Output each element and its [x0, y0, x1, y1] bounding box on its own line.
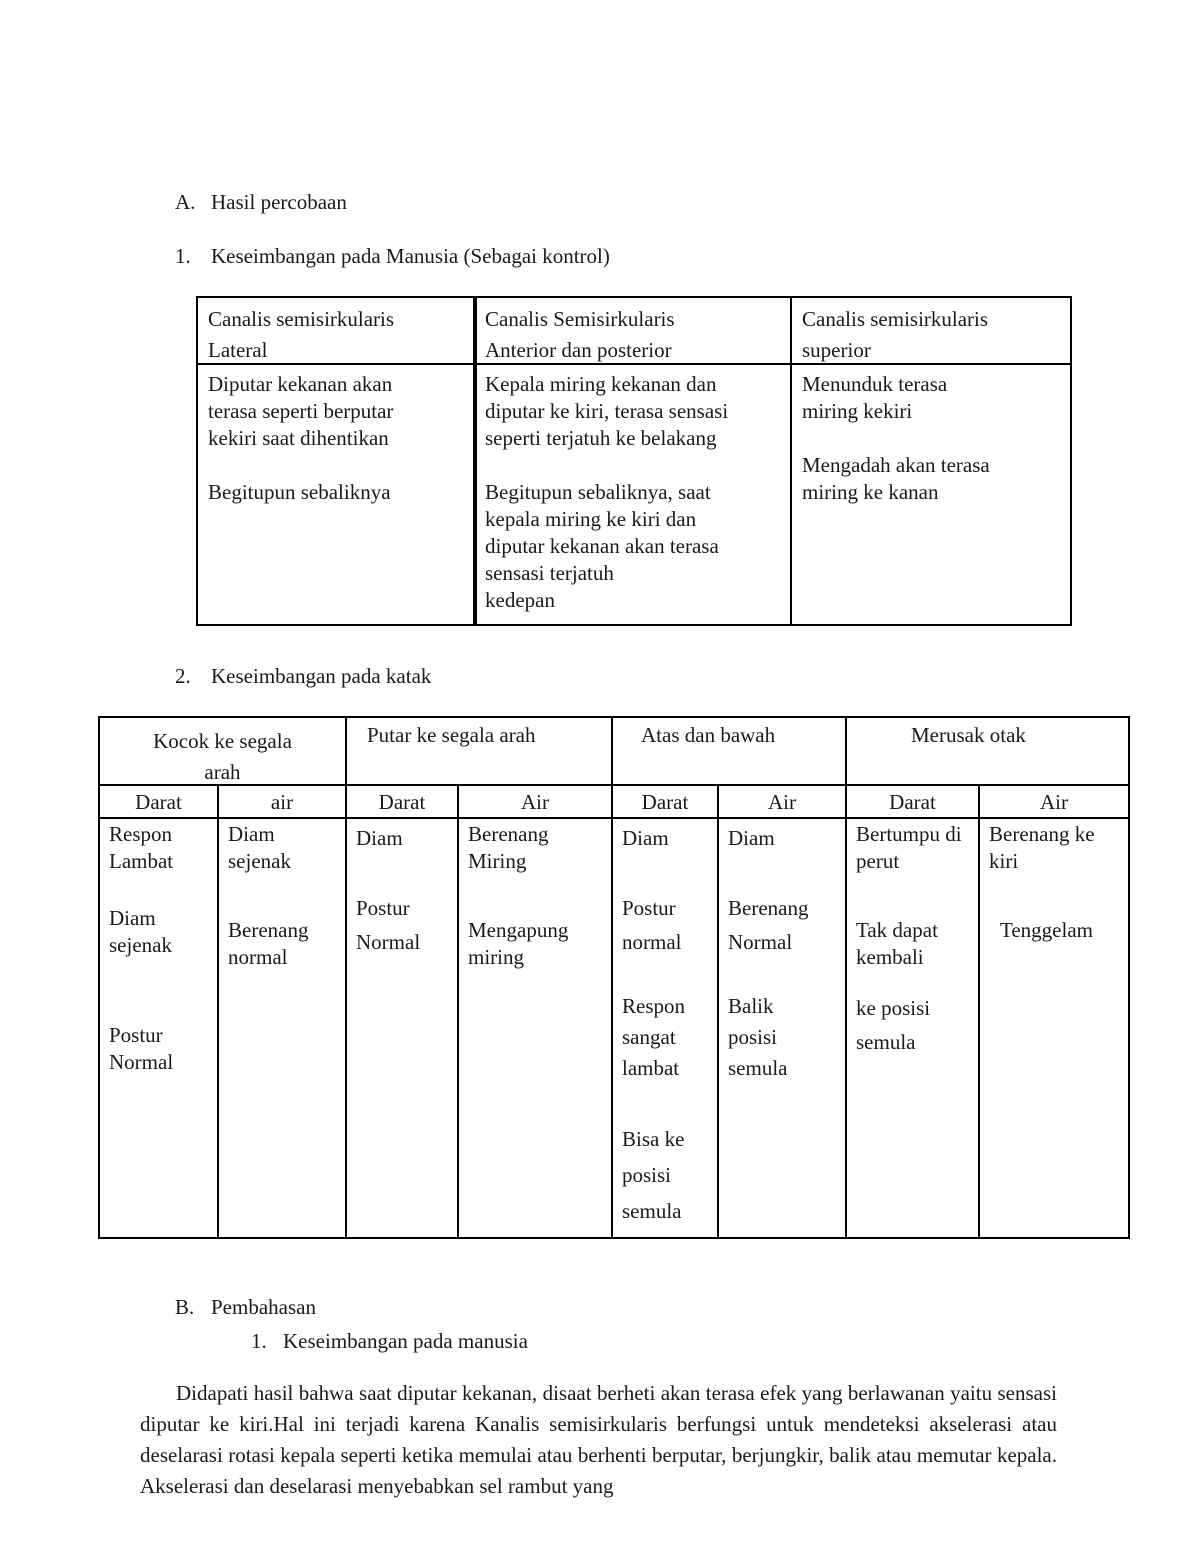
table1-anterior-text-1: Kepala miring kekanan dan diputar ke kiri, terasa sensasi seperti terjatuh ke belakang	[485, 372, 729, 450]
table1-header-lateral: Canalis semisirkularis Lateral	[196, 296, 477, 365]
table2-updown-land-2: Postur normal	[622, 896, 682, 954]
item-b1-number: 1.	[251, 1329, 267, 1353]
table2-updown-water-1: Diam	[728, 826, 775, 850]
item-2-title: Keseimbangan pada katak	[211, 664, 432, 688]
table2-shake-land-1: Respon Lambat	[109, 822, 174, 873]
table2-sub-darat-3: Darat	[611, 784, 719, 819]
table2-shake-land-3: Postur Normal	[109, 1023, 174, 1074]
table2-sub-darat-4: Darat	[845, 784, 980, 819]
table1-header-anterior-posterior: Canalis Semisirkularis Anterior dan posterior	[473, 296, 792, 365]
table2-rotate-water-2: Mengapung miring	[468, 918, 569, 969]
table2-col-shake-water	[217, 817, 347, 1239]
table2-col-brain-land	[845, 817, 980, 1239]
table2-col-brain-water	[978, 817, 1130, 1239]
table2-sub-air-3: Air	[717, 784, 847, 819]
table1-cell-superior	[790, 363, 1072, 626]
section-b-letter: B.	[175, 1295, 195, 1319]
table1-superior-text-1: Menunduk terasa miring kekiri	[802, 372, 948, 423]
table2-updown-land-1: Diam	[622, 826, 669, 850]
section-b-title: Pembahasan	[211, 1295, 316, 1319]
table2-shake-land-2: Diam sejenak	[109, 906, 172, 957]
table1-header-superior: Canalis semisirkularis superior	[790, 296, 1072, 365]
table2-updown-water-2: Berenang Normal	[728, 896, 809, 954]
table2-brain-land-1: Bertumpu di perut	[856, 822, 962, 873]
table2-brain-water-2: Tenggelam	[1000, 918, 1093, 942]
table2-sub-darat-2: Darat	[345, 784, 459, 819]
table1-cell-anterior-posterior	[473, 363, 792, 626]
table2-rotate-land-1: Diam	[356, 826, 403, 850]
table1-cell-lateral	[196, 363, 477, 626]
table2-sub-air-4: Air	[978, 784, 1130, 819]
item-1-number: 1.	[175, 244, 191, 268]
table1-superior-text-2: Mengadah akan terasa miring ke kanan	[802, 453, 990, 504]
table2-sub-darat-1: Darat	[98, 784, 219, 819]
item-b1-title: Keseimbangan pada manusia	[283, 1329, 528, 1353]
section-a-title: Hasil percobaan	[211, 190, 347, 214]
table2-updown-water-3: Balik posisi semula	[728, 994, 788, 1080]
table2-rotate-land-2: Postur Normal	[356, 896, 421, 954]
table2-col-updown-land	[611, 817, 719, 1239]
table2-sub-air-2: Air	[457, 784, 613, 819]
section-a-letter: A.	[175, 190, 196, 214]
discussion-paragraph-text: Didapati hasil bahwa saat diputar kekanan, disaat berheti akan terasa efek yang berlawanan yaitu sensasi diputar ke kiri.Hal ini terjadi karena Kanalis semisirkularis berfungsi untuk mendeteksi akselerasi atau deselarasi rotasi kepala seperti ketika memulai atau berhenti berputar, berjungkir, balik atau memutar kepala. Akselerasi dan deselarasi menyebabkan sel rambut yang	[140, 1381, 1057, 1498]
table2-col-updown-water	[717, 817, 847, 1239]
table2-brain-land-3: ke posisi semula	[856, 996, 931, 1054]
table1-lateral-text-1: Diputar kekanan akan terasa seperti berputar kekiri saat dihentikan	[208, 372, 394, 450]
table2-shake-water-2: Berenang normal	[228, 918, 309, 969]
item-2-number: 2.	[175, 664, 191, 688]
table2-group-shake: Kocok ke segala arah	[98, 716, 347, 786]
table2-shake-water-1: Diam sejenak	[228, 822, 291, 873]
table2-updown-land-4: Bisa ke posisi semula	[622, 1127, 685, 1223]
table2-rotate-water-1: Berenang Miring	[468, 822, 549, 873]
table2-col-rotate-water	[457, 817, 613, 1239]
discussion-paragraph	[140, 1378, 1057, 1502]
human-balance-table	[196, 296, 1072, 626]
table2-group-rotate: Putar ke segala arah	[345, 716, 613, 786]
table2-col-shake-land	[98, 817, 219, 1239]
table2-brain-land-2: Tak dapat kembali	[856, 918, 938, 969]
table2-col-rotate-land	[345, 817, 459, 1239]
table2-updown-land-3: Respon sangat lambat	[622, 994, 685, 1080]
table2-group-brain-damage: Merusak otak	[845, 716, 1130, 786]
table1-lateral-text-2: Begitupun sebaliknya	[208, 480, 391, 504]
table2-brain-water-1: Berenang ke kiri	[989, 822, 1095, 873]
item-1-title: Keseimbangan pada Manusia (Sebagai kontrol)	[211, 244, 610, 268]
table1-anterior-text-2: Begitupun sebaliknya, saat kepala miring ke kiri dan diputar kekanan akan terasa sensasi terjatuh kedepan	[485, 480, 719, 612]
table2-group-up-down: Atas dan bawah	[611, 716, 847, 786]
frog-balance-table	[98, 716, 1130, 1239]
table2-sub-air-1: air	[217, 784, 347, 819]
